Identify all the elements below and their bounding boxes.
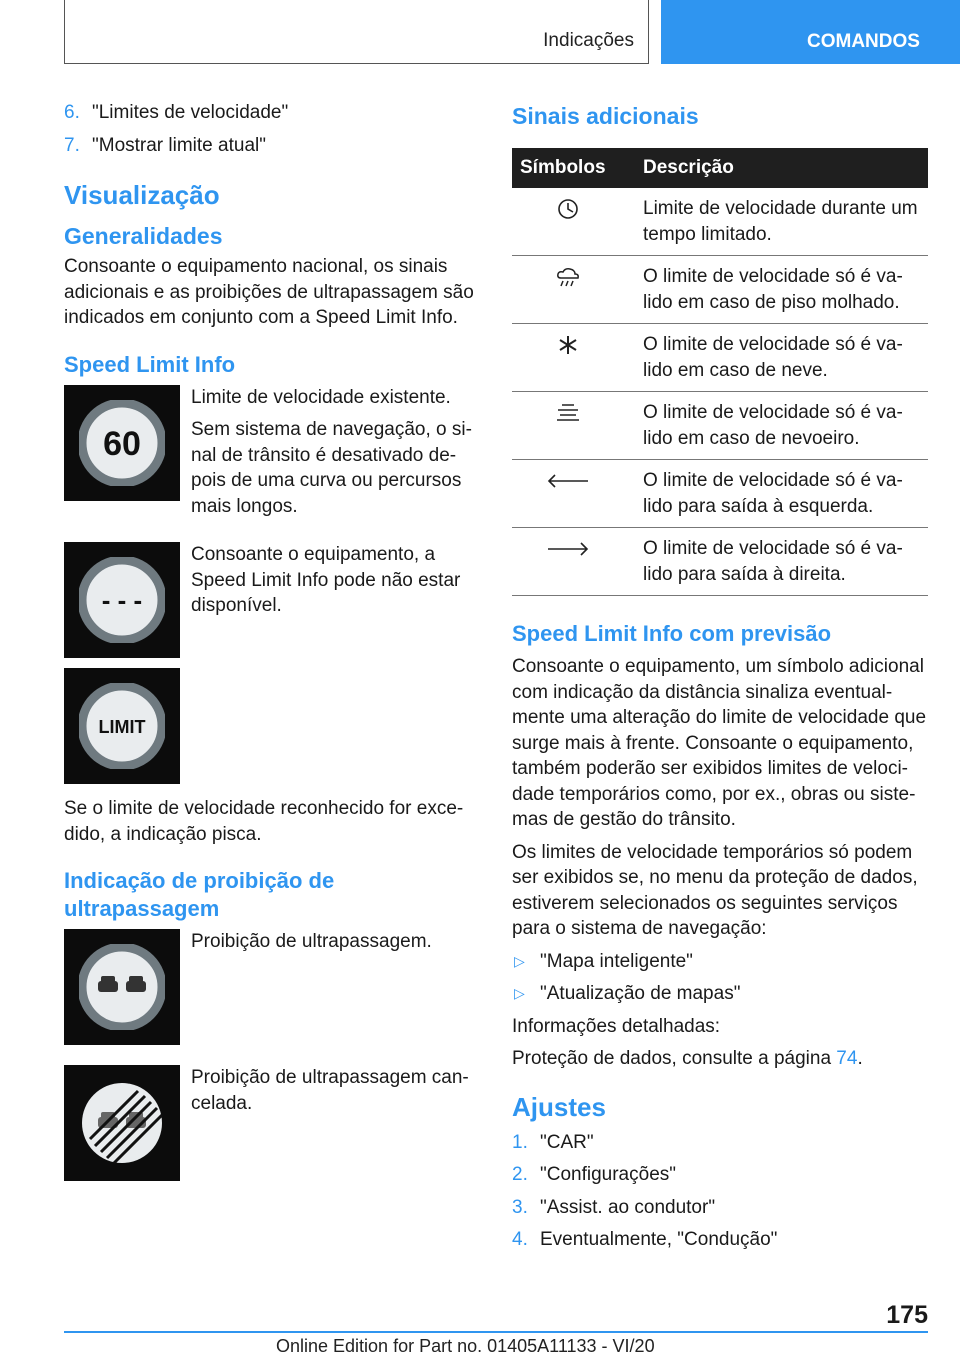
additional-signs-table [512,148,928,596]
snowflake-icon [556,334,580,383]
header-section-box [64,0,649,64]
bullet-item [512,949,928,975]
heading-proibicao: Indicação de proibição de ultrapassagem [64,868,335,921]
svg-text:60: 60 [103,424,141,463]
table-row [512,392,928,460]
sign-row-60 [64,385,474,527]
list-number: 1. [512,1131,528,1153]
svg-text:LIMIT: LIMIT [98,717,146,737]
paragraph-previsao-1: Consoante o equipamento, um símbolo adicional com indicação da distância sinaliza eventual‐mente uma alteração do limite de velocidade que surge mais à frente. Consoante o equipamento, também poderão ser exibidos limites de veloci‐dade temporários como, por ex., obras ou siste‐mas de gestão do trânsito. [512,656,927,830]
table-cell-desc: O limite de velocidade só é va‐lido em caso de nevoeiro. [643,402,903,449]
footer-edition: Online Edition for Part no. 01405A11133 - VI/20 [276,1336,655,1356]
header-chapter-label: COMANDOS [807,31,920,52]
table-cell-desc: O limite de velocidade só é va‐lido em caso de neve. [643,334,903,381]
list-text: "Mostrar limite atual" [92,134,266,156]
heading-sinais-adicionais: Sinais adicionais [512,103,699,129]
header-chapter-tab[interactable] [661,0,960,64]
paragraph-info: Informações detalhadas: [512,1015,721,1037]
table-cell-desc: O limite de velocidade só é va‐lido para saída à esquerda. [643,470,903,517]
clock-icon [555,198,581,247]
bullet-text: "Mapa inteligente" [540,950,693,972]
bullet-triangle-icon: ▷ [514,985,525,1001]
right-column [512,100,928,1260]
column-header-descricao: Descrição [643,157,734,178]
left-column [64,100,474,1191]
sign-60-desc: Limite de velocidade existente. [191,386,451,408]
paragraph-generalidades: Consoante o equipamento nacional, os sinais adicionais e as proibições de ultrapassagem são indicados em conjunto com a Speed Limit Info. [64,256,474,328]
bullet-item [512,981,928,1007]
list-text: "Configurações" [540,1164,677,1185]
list-number: 4. [512,1229,528,1250]
list-item [512,1227,928,1253]
list-item [64,100,474,126]
heading-visualizacao: Visualização [64,180,220,210]
list-item [64,133,474,159]
sign-row-limit [64,668,474,784]
paragraph-protecao [512,1046,928,1072]
list-text: "Assist. ao condutor" [540,1196,716,1218]
rain-cloud-icon [554,266,582,315]
sign-row-unavailable [64,542,474,658]
heading-generalidades: Generalidades [64,223,223,249]
table-cell-desc: O limite de velocidade só é va‐lido para saída à direita. [643,538,903,585]
heading-speed-limit-info: Speed Limit Info [64,351,236,377]
page-link-74[interactable]: 74 [836,1048,858,1069]
table-row [512,460,928,528]
table-row [512,324,928,392]
sign-row-no-overtaking [64,929,474,1045]
svg-text:- - -: - - - [101,585,143,615]
table-row [512,256,928,324]
sign-60-note: Sem sistema de navegação, o si‐nal de trânsito é desativado de‐pois de uma curva ou percursos mais longos. [191,419,472,517]
column-header-simbolos: Símbolos [520,157,606,178]
list-item [512,1130,928,1156]
header-section-title: Indicações [543,30,634,51]
paragraph-flash: Se o limite de velocidade reconhecido for exce‐dido, a indicação pisca. [64,798,464,845]
speed-limit-60-sign [64,385,180,501]
table-cell-desc: O limite de velocidade só é va‐lido em caso de piso molhado. [643,266,903,313]
arrow-right-icon [546,538,590,587]
sign-unavailable-desc: Consoante o equipamento, a Speed Limit Info pode não estar disponível. [191,544,461,616]
heading-ajustes: Ajustes [512,1091,606,1122]
list-text: "Limites de velocidade" [92,102,289,123]
list-number: 7. [64,134,80,156]
paragraph-previsao-2: Os limites de velocidade temporários só podem ser exibidos se, no menu da proteção de dados, estiverem selecionados os seguintes serviços para o sistema de navegação: [512,841,918,939]
no-overtaking-end-desc: Proibição de ultrapassagem can‐celada. [191,1067,469,1114]
list-item [512,1162,928,1188]
no-overtaking-sign [64,929,180,1045]
protecao-text: Proteção de dados, consulte a página [512,1048,837,1069]
table-row [512,188,928,256]
list-text: "CAR" [540,1131,594,1153]
no-overtaking-desc: Proibição de ultrapassagem. [191,931,432,952]
arrow-left-icon [546,470,590,519]
table-header [512,148,928,188]
fog-icon [554,402,582,451]
table-cell-desc: Limite de velocidade durante um tempo limitado. [643,198,918,245]
list-number: 6. [64,102,80,123]
list-number: 3. [512,1196,528,1218]
list-number: 2. [512,1164,528,1185]
page-number: 175 [886,1301,928,1329]
no-overtaking-end-sign [64,1065,180,1181]
heading-previsao: Speed Limit Info com previsão [512,621,832,646]
bullet-text: "Atualização de mapas" [540,983,741,1004]
list-text: Eventualmente, "Condução" [540,1229,778,1250]
list-item [512,1195,928,1221]
table-row [512,528,928,596]
footer-divider [64,1331,928,1333]
sign-row-no-overtaking-end [64,1065,474,1181]
bullet-triangle-icon: ▷ [514,952,525,969]
protecao-end: . [857,1048,863,1069]
speed-limit-unavailable-sign [64,542,180,658]
speed-limit-limit-sign [64,668,180,784]
